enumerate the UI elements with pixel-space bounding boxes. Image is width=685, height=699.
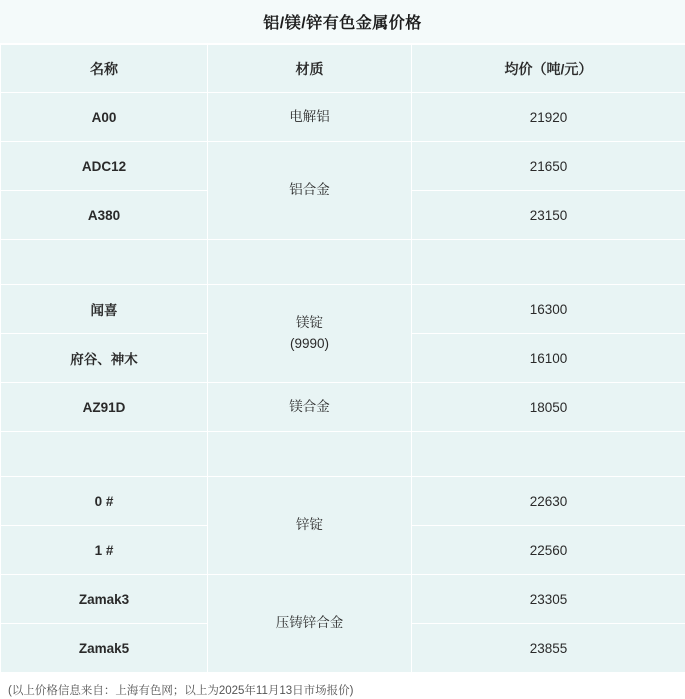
source-footnote: (以上价格信息来自：上海有色网；以上为2025年11月13日市场报价)	[0, 673, 685, 699]
row-price: 21920	[412, 93, 685, 142]
row-price: 22560	[412, 526, 685, 575]
row-name: 0 #	[1, 477, 208, 526]
table-row	[1, 142, 685, 191]
table-row	[1, 477, 685, 526]
row-price: 23855	[412, 624, 685, 673]
spacer-cell	[208, 432, 412, 477]
column-header-material: 材质	[208, 45, 412, 93]
row-name: Zamak5	[1, 624, 208, 673]
column-header-price: 均价（吨/元）	[412, 45, 685, 93]
row-name: 闻喜	[1, 285, 208, 334]
row-material: 镁合金	[208, 383, 412, 432]
metal-price-table	[0, 44, 685, 673]
spacer-cell	[1, 432, 208, 477]
row-name: A380	[1, 191, 208, 240]
row-price: 23305	[412, 575, 685, 624]
row-price: 16100	[412, 334, 685, 383]
table-row	[1, 93, 685, 142]
table-header-row	[1, 45, 685, 93]
table-row	[1, 285, 685, 334]
spacer-cell	[412, 240, 685, 285]
row-material-line2: (9990)	[209, 334, 410, 354]
row-name: 府谷、神木	[1, 334, 208, 383]
row-material-line1: 镁锭	[209, 313, 410, 333]
group-spacer-row	[1, 432, 685, 477]
row-name: ADC12	[1, 142, 208, 191]
spacer-cell	[208, 240, 412, 285]
group-spacer-row	[1, 240, 685, 285]
row-material: 铝合金	[208, 142, 412, 240]
row-material	[208, 285, 412, 383]
row-material: 压铸锌合金	[208, 575, 412, 673]
row-material: 锌锭	[208, 477, 412, 575]
row-name: Zamak3	[1, 575, 208, 624]
row-price: 21650	[412, 142, 685, 191]
row-price: 18050	[412, 383, 685, 432]
row-price: 16300	[412, 285, 685, 334]
row-name: 1 #	[1, 526, 208, 575]
card-header	[0, 0, 685, 44]
spacer-cell	[1, 240, 208, 285]
table-row	[1, 575, 685, 624]
spacer-cell	[412, 432, 685, 477]
row-material: 电解铝	[208, 93, 412, 142]
row-price: 22630	[412, 477, 685, 526]
row-name: A00	[1, 93, 208, 142]
row-price: 23150	[412, 191, 685, 240]
column-header-name: 名称	[1, 45, 208, 93]
row-name: AZ91D	[1, 383, 208, 432]
table-row	[1, 383, 685, 432]
page-title: 铝/镁/锌有色金属价格	[263, 10, 421, 33]
